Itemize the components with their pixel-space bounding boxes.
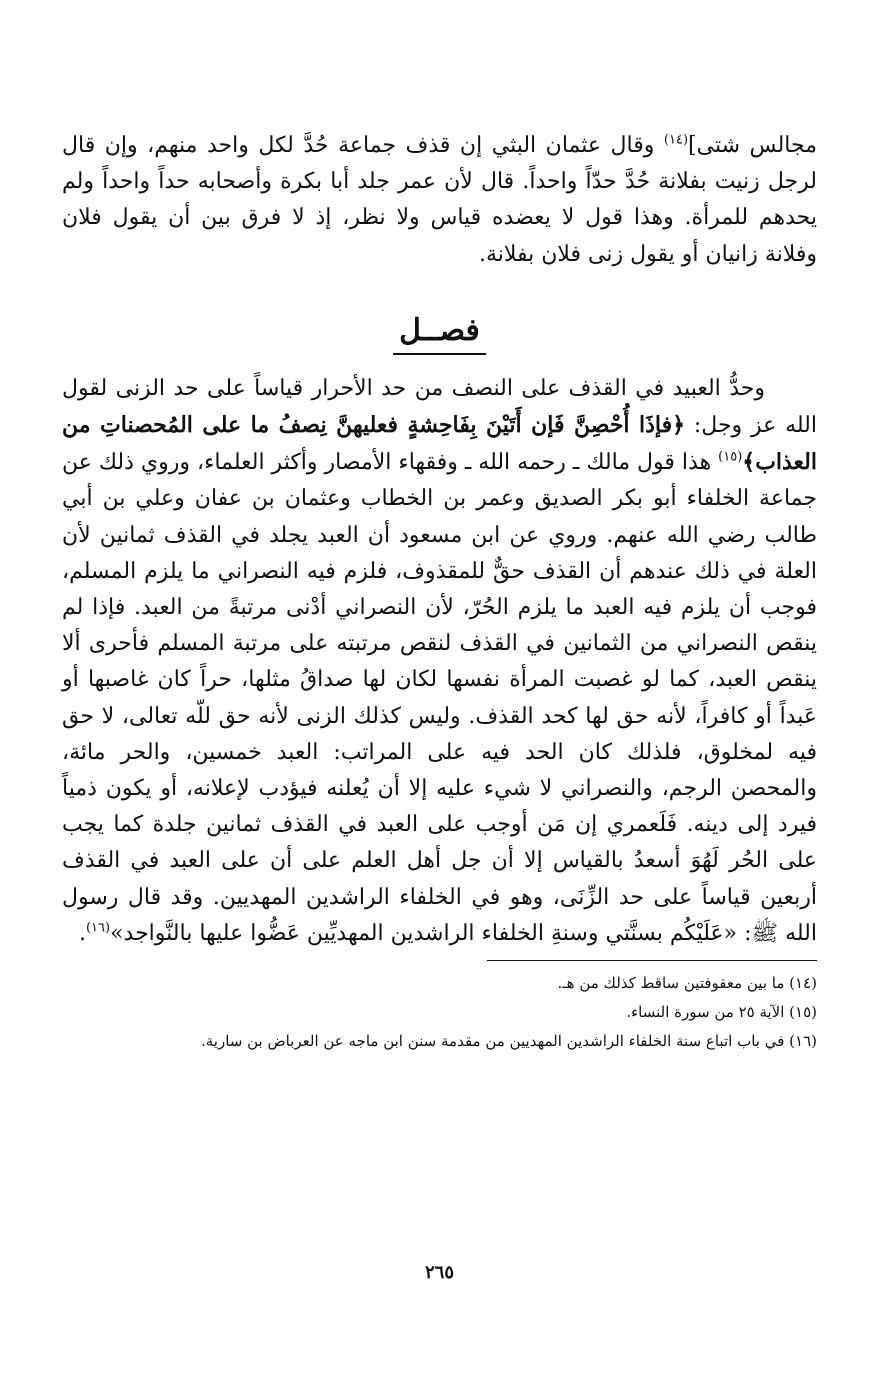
section-heading: فصــل bbox=[62, 309, 817, 355]
main-body-text: هذا قول مالك ـ رحمه الله ـ وفقهاء الأمصار وأكثر العلماء، وروي ذلك عن جماعة الخلفاء أبو بكر الصديق وعمر بن الخطاب وعثمان بن عفان وعلي بن أبي طالب رضي الله عنهم. وروي عن ابن مسعود أن العبد يجلد في القذف ثمانين لأن العلة في ذلك عندهم أن القذف حقٌّ للمقذوف، فلزم فيه النصراني ما يلزم المسلم، فوجب أن يلزم فيه العبد ما يلزم الحُرّ، لأن النصراني أدْنى مرتبةً من العبد. فإذا لم ينقص النصراني من الثمانين في القذف لنقص مرتبته على مرتبة المسلم فأحرى ألا ينقص العبد، كما لو غصبت المرأة نفسها لكان لها صداقُ مثلها، حراً كان غاصبها أو عَبداً أو كافراً، لأنه حق لها كحد القذف. وليس كذلك الزنى لأنه حق للّه تعالى، لا حق فيه لمخلوق، فلذلك كان الحد فيه على المراتب: العبد خمسين، والحر مائة، والمحصن الرجم، والنصراني لا شيء عليه إلا أن يُعلنه فيؤدب لإعلانه، أو يكون ذمياً فيرد إلى دينه. فَلَعمري إن مَن أوجب على العبد في القذف ثمانين جلدة كما يجب على الحُر لَهُوَ أسعدُ بالقياس إلا أن جل أهل العلم على أن على العبد في القذف أربعين قياساً على حد الزِّنَى، وهو في الخلفاء الراشدين المهديين. وقد قال رسول الله ﷺ: «عَلَيْكُم بسنَّتي وسنةِ الخلفاء الراشدين المهديِّين عَضُّوا عليها بالنَّواجد» bbox=[62, 450, 817, 946]
footnote-16: (١٦) في باب اتباع سنة الخلفاء الراشدين المهديين من مقدمة سنن ابن ماجه عن العرباض بن سارية. bbox=[200, 1032, 817, 1051]
intro-text: وقال عثمان البثي إن قذف جماعة حُدَّ لكل واحد منهم، وإن قال لرجل زنيت بفلانة حُدَّ حدّاً واحداً. قال لأن عمر جلد أبا بكرة وأصحابه حداً واحداً ولم يحدهم للمرأة. وهذا قول لا يعضده قياس ولا نظر، إذ لا فرق بين أن يقول فلان وفلانة زانيان أو يقول زنى فلان بفلانة. bbox=[62, 133, 817, 267]
footnote-ref-16: (١٦) bbox=[85, 920, 111, 936]
quran-verse: ﴿فإذَا أُحْصِنَّ فَإن أَتَيْنَ بِفَاحِشةٍ فعليهنَّ نِصفُ ما على المُحصناتِ من العذاب﴾ bbox=[62, 412, 817, 476]
page-number: ٢٦٥ bbox=[424, 1262, 454, 1283]
main-ending: . bbox=[78, 920, 86, 946]
footnote-14: (١٤) ما بين معقوفتين ساقط كذلك من هـ. bbox=[557, 974, 817, 993]
intro-text-before-footnote: مجالس شتى] bbox=[688, 133, 817, 158]
intro-paragraph bbox=[62, 128, 817, 273]
footnotes-list bbox=[62, 969, 817, 1056]
main-opening-text: وحدُّ العبيد في القذف على النصف من حد الأحرار قياساً على حد الزنى لقول الله عز وجل: bbox=[62, 375, 817, 439]
footnote-15: (١٥) الآية ٢٥ من سورة النساء. bbox=[626, 1003, 817, 1022]
main-paragraph bbox=[62, 371, 817, 952]
footnote-ref-15: (١٥) bbox=[718, 449, 743, 465]
footnote-ref-14: (١٤) bbox=[663, 132, 689, 148]
footnote-separator bbox=[487, 960, 817, 961]
